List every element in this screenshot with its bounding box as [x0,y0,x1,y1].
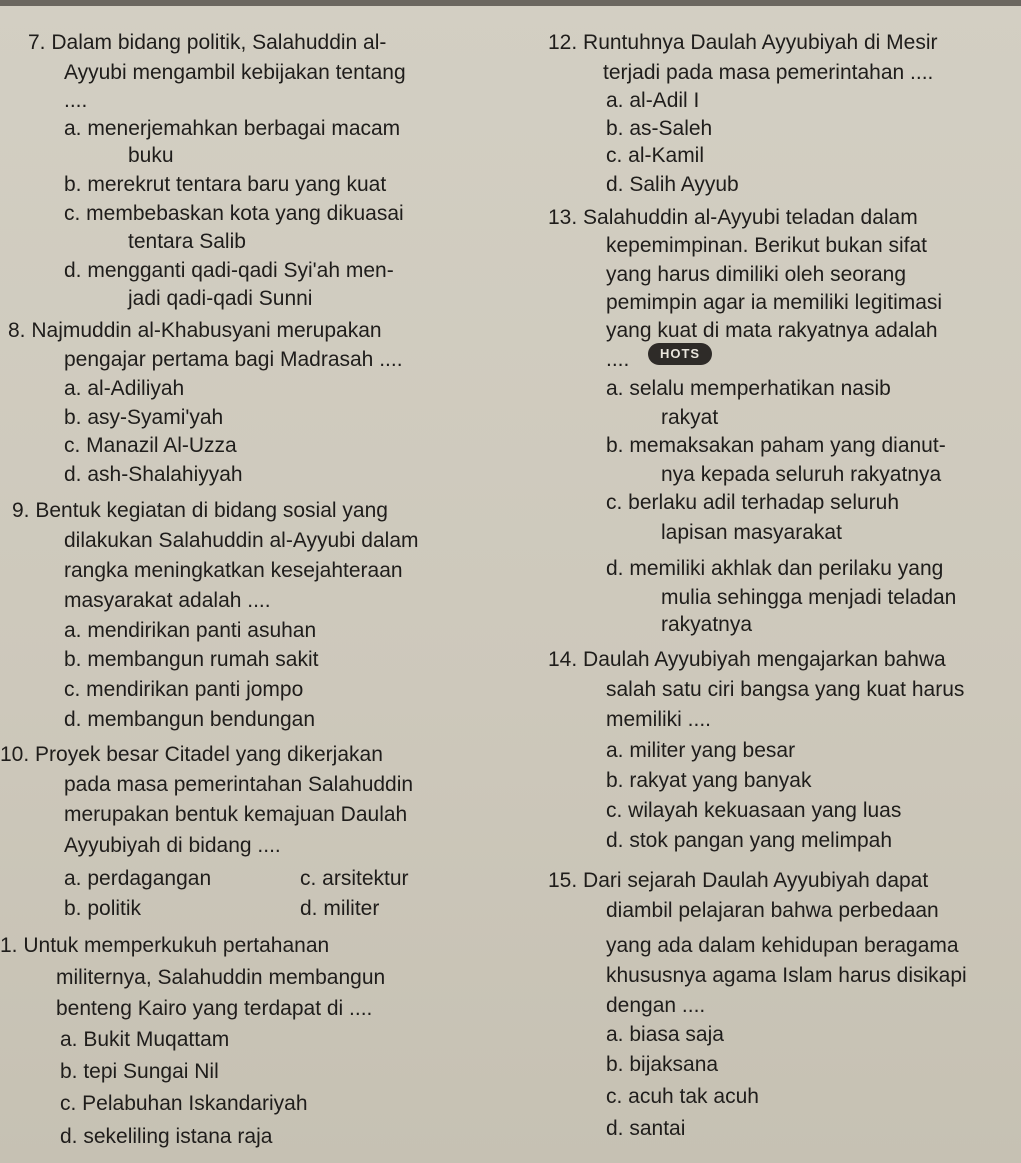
right-text-line: memiliki .... [606,708,711,731]
left-text-line: 8. Najmuddin al-Khabusyani merupakan [8,319,382,342]
right-text-line: c. al-Kamil [606,144,705,167]
left-text-line: 7. Dalam bidang politik, Salahuddin al- [28,31,387,54]
left-text-line: c. membebaskan kota yang dikuasai [64,202,404,225]
right-text-line: terjadi pada masa pemerintahan .... [603,61,934,84]
left-text-line: militernya, Salahuddin membangun [56,966,386,989]
right-text-line: mulia sehingga menjadi teladan [661,586,957,609]
left-text-line: pada masa pemerintahan Salahuddin [64,773,414,796]
right-text-line: a. al-Adil I [606,89,700,112]
right-text-line: a. militer yang besar [606,739,796,762]
left-text-line: a. Bukit Muqattam [60,1028,230,1051]
hots-badge: HOTS [648,343,712,365]
left-text-line: b. merekrut tentara baru yang kuat [64,173,387,196]
left-text-line: Ayyubi mengambil kebijakan tentang [64,61,406,84]
right-text-line: c. acuh tak acuh [606,1085,759,1108]
right-text-line: yang ada dalam kehidupan beragama [606,934,959,957]
right-text-line: 14. Daulah Ayyubiyah mengajarkan bahwa [548,648,946,671]
right-text-line: c. berlaku adil terhadap seluruh [606,491,900,514]
right-text-line: lapisan masyarakat [661,521,842,544]
left-text-line: benteng Kairo yang terdapat di .... [56,997,373,1020]
left-text-line: d. militer [300,897,380,920]
left-text-line: 9. Bentuk kegiatan di bidang sosial yang [12,499,388,522]
left-text-line: a. mendirikan panti asuhan [64,619,317,642]
right-text-line: pemimpin agar ia memiliki legitimasi [606,291,943,314]
right-text-line: a. selalu memperhatikan nasib [606,377,891,400]
right-text-line: 12. Runtuhnya Daulah Ayyubiyah di Mesir [548,31,938,54]
left-text-line: masyarakat adalah .... [64,589,271,612]
right-text-line: d. memiliki akhlak dan perilaku yang [606,557,944,580]
left-text-line: a. menerjemahkan berbagai macam [64,117,401,140]
right-text-line: d. santai [606,1117,686,1140]
right-text-line: c. wilayah kekuasaan yang luas [606,799,902,822]
left-text-line: b. asy-Syami'yah [64,406,224,429]
right-text-line: b. bijaksana [606,1053,719,1076]
left-text-line: a. perdagangan [64,867,212,890]
right-text-line: rakyat [661,406,719,429]
left-text-line: b. politik [64,897,142,920]
left-text-line: b. tepi Sungai Nil [60,1060,219,1083]
right-text-line: kepemimpinan. Berikut bukan sifat [606,234,927,257]
right-text-line: b. rakyat yang banyak [606,769,812,792]
right-text-line: b. as-Saleh [606,117,713,140]
right-text-line: nya kepada seluruh rakyatnya [661,463,942,486]
right-text-line: yang harus dimiliki oleh seorang [606,263,906,286]
left-text-line: .... [64,89,88,112]
right-text-line: 15. Dari sejarah Daulah Ayyubiyah dapat [548,869,929,892]
right-text-line: diambil pelajaran bahwa perbedaan [606,899,939,922]
left-text-line: a. al-Adiliyah [64,377,185,400]
left-text-line: jadi qadi-qadi Sunni [128,287,313,310]
left-text-line: b. membangun rumah sakit [64,648,319,671]
right-text-line: d. Salih Ayyub [606,173,739,196]
right-text-line: .... [606,348,630,371]
left-text-line: dilakukan Salahuddin al-Ayyubi dalam [64,529,419,552]
left-text-line: tentara Salib [128,230,246,253]
left-text-line: c. arsitektur [300,867,409,890]
left-text-line: 1. Untuk memperkukuh pertahanan [0,934,330,957]
left-text-line: d. ash-Shalahiyyah [64,463,243,486]
left-text-line: c. mendirikan panti jompo [64,678,304,701]
right-text-line: a. biasa saja [606,1023,724,1046]
left-text-line: c. Pelabuhan Iskandariyah [60,1092,308,1115]
right-text-line: rakyatnya [661,613,753,636]
right-text-line: salah satu ciri bangsa yang kuat harus [606,678,965,701]
right-text-line: khususnya agama Islam harus disikapi [606,964,967,987]
right-text-line: b. memaksakan paham yang dianut- [606,434,946,457]
page-top-edge [0,0,1021,6]
left-text-line: d. membangun bendungan [64,708,316,731]
right-text-line: dengan .... [606,994,706,1017]
right-text-line: d. stok pangan yang melimpah [606,829,893,852]
left-text-line: rangka meningkatkan kesejahteraan [64,559,403,582]
left-text-line: buku [128,144,174,167]
left-text-line: 10. Proyek besar Citadel yang dikerjakan [0,743,383,766]
right-text-line: 13. Salahuddin al-Ayyubi teladan dalam [548,206,918,229]
left-text-line: merupakan bentuk kemajuan Daulah [64,803,408,826]
left-text-line: pengajar pertama bagi Madrasah .... [64,348,403,371]
left-text-line: d. mengganti qadi-qadi Syi'ah men- [64,259,394,282]
left-text-line: Ayyubiyah di bidang .... [64,834,281,857]
right-text-line: yang kuat di mata rakyatnya adalah [606,319,938,342]
left-text-line: c. Manazil Al-Uzza [64,434,237,457]
left-text-line: d. sekeliling istana raja [60,1125,273,1148]
